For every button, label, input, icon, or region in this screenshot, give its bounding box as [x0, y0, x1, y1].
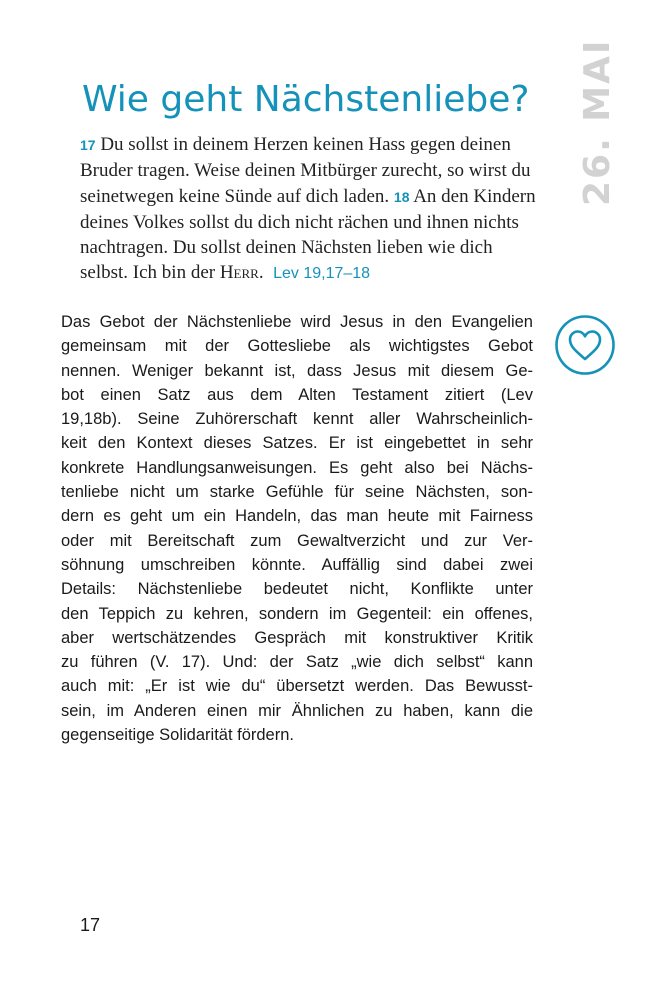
commentary-line: keit den Kontext dieses Satzes. Er ist eingebettet in sehr — [61, 434, 533, 453]
verse-number-18: 18 — [393, 188, 410, 205]
commentary-line: konkrete Handlungsanweisungen. Es geht also bei Nächs- — [61, 458, 533, 477]
scripture-passage — [80, 132, 540, 287]
page-number: 17 — [80, 915, 101, 935]
heart-icon — [554, 314, 616, 376]
commentary-line: oder mit Bereitschaft zum Gewaltverzicht und zur Ver- — [61, 531, 533, 550]
scripture-reference: Lev 19,17–18 — [273, 265, 371, 283]
divine-name: Herr — [219, 262, 259, 284]
date-label: 26. MAI — [577, 38, 618, 207]
commentary-line: den Teppich zu kehren, sondern im Gegenteil: ein offenes, — [61, 604, 533, 623]
verse-text-17: Du sollst in deinem Herzen keinen Hass gegen deinen Bruder tragen. Weise deinen Mitbürger zurecht, so wirst du seinetwegen keine Sünde auf dich laden. — [80, 134, 531, 207]
commentary-line: dern es geht um ein Handeln, das man heute mit Fairness — [61, 507, 533, 526]
commentary-line: söhnung umschreiben könnte. Auffällig sind dabei zwei — [61, 555, 533, 574]
commentary-line: nennen. Weniger bekannt ist, dass Jesus mit diesem Ge- — [61, 361, 533, 380]
commentary-line: 19,18b). Seine Zuhörerschaft kennt aller Wahrscheinlich- — [61, 410, 533, 429]
verse-end-punct: . — [258, 262, 264, 284]
commentary-text — [61, 310, 533, 747]
commentary-line: Das Gebot der Nächstenliebe wird Jesus in den Evangelien — [61, 313, 533, 331]
page-title: Wie geht Nächstenliebe? — [82, 79, 530, 120]
commentary-line: tenliebe nicht um starke Gefühle für seine Nächsten, son- — [61, 483, 533, 502]
commentary-line: Details: Nächstenliebe bedeutet nicht, Konflikte unter — [61, 580, 533, 599]
commentary-line: auch mit: „Er ist wie du“ übersetzt werden. Das Bewusst- — [61, 677, 533, 696]
commentary-line: gemeinsam mit der Gottesliebe als wichtigstes Gebot — [61, 337, 533, 356]
commentary-line: aber wertschätzendes Gespräch mit konstruktiver Kritik — [61, 628, 533, 647]
commentary-line: sein, im Anderen einen mir Ähnlichen zu haben, kann die — [61, 701, 533, 720]
verse-text-18: An den Kindern deines Volkes sollst du dich nicht rächen und ihnen nichts nachtragen. Du sollst deinen Nächsten lieben wie dich selbst. Ich bin der — [80, 185, 536, 284]
commentary-line: gegenseitige Solidarität fördern. — [61, 726, 294, 745]
commentary-line: zu führen (V. 17). Und: der Satz „wie dich selbst“ kann — [61, 653, 533, 672]
commentary-line: bot einen Satz aus dem Alten Testament zitiert (Lev — [61, 385, 533, 404]
verse-number-17: 17 — [80, 137, 96, 153]
